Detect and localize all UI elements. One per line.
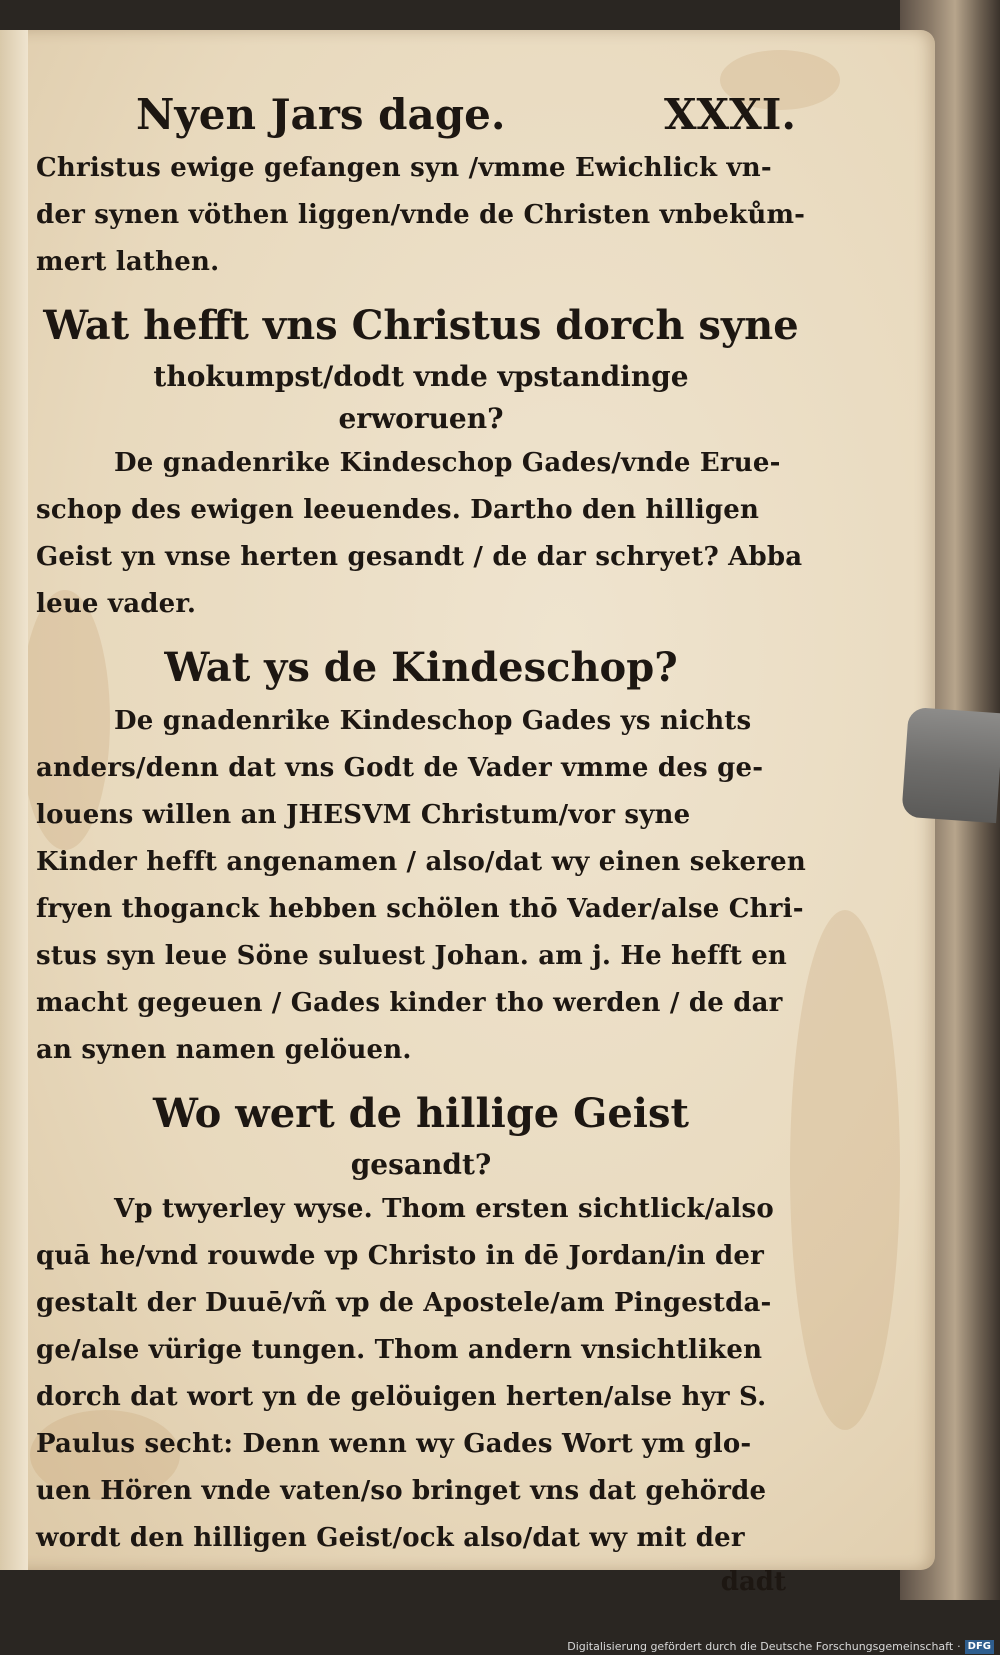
question-heading	[36, 638, 806, 698]
text-line: macht gegeuen / Gades kinder tho werden / de dar	[36, 988, 783, 1018]
text-line: Christus ewige gefangen syn /vmme Ewichlick vn-	[36, 153, 772, 183]
text-line: Geist yn vnse herten gesandt / de dar schryet? Abba	[36, 542, 803, 572]
text-line: Kinder hefft angenamen / also/dat wy einen sekeren	[36, 847, 807, 877]
text-line: De gnadenrike Kindeschop Gades/vnde Erue-	[114, 448, 781, 478]
text-line: uen Hören vnde vaten/so bringet vns dat gehörde	[36, 1476, 767, 1506]
text-blocks	[36, 145, 806, 1562]
text-line: Paulus secht: Denn wenn wy Gades Wort ym glo-	[36, 1429, 752, 1459]
text-line: quā he/vnd rouwde vp Christo in dē Jordan/in der	[36, 1241, 765, 1271]
running-title: Nyen Jars dage.	[136, 90, 506, 139]
text-line: Vp twyerley wyse. Thom ersten sichtlick/also	[114, 1194, 774, 1224]
heading-subline: erworuen?	[338, 402, 504, 435]
question-heading	[36, 296, 806, 440]
digitization-footer: Digitalisierung gefördert durch die Deutsche Forschungsgemeinschaft · DFG	[560, 1638, 1000, 1655]
text-line: stus syn leue Söne suluest Johan. am j. He hefft en	[36, 941, 788, 971]
text-line: an synen namen gelöuen.	[36, 1035, 412, 1065]
text-line: De gnadenrike Kindeschop Gades ys nichts	[114, 706, 752, 736]
heading-subline: gesandt?	[350, 1148, 492, 1181]
heading-subline: thokumpst/dodt vnde vpstandinge	[153, 360, 689, 393]
text-line: dorch dat wort yn de gelöuigen herten/alse hyr S.	[36, 1382, 767, 1412]
paragraph	[36, 698, 806, 1074]
paper-stain	[790, 910, 900, 1430]
paragraph	[36, 145, 806, 286]
heading-line: Wat ys de Kindeschop?	[164, 644, 678, 691]
bookmark-clip	[901, 707, 1000, 823]
text-line: ge/alse vürige tungen. Thom andern vnsichtliken	[36, 1335, 763, 1365]
catchword: dadt	[720, 1567, 786, 1597]
folio-number: XXXI.	[663, 90, 796, 139]
text-line: leue vader.	[36, 589, 197, 619]
page-text	[36, 85, 806, 1602]
text-line: der synen vöthen liggen/vnde de Christen vnbekům-	[36, 200, 806, 230]
funding-credit: Digitalisierung gefördert durch die Deutsche Forschungsgemeinschaft	[567, 1640, 954, 1653]
page-gutter	[0, 30, 28, 1570]
running-header	[36, 85, 806, 145]
heading-line: Wat hefft vns Christus dorch syne	[43, 302, 799, 349]
dfg-logo: DFG	[965, 1640, 994, 1654]
text-line: anders/denn dat vns Godt de Vader vmme des ge-	[36, 753, 764, 783]
text-line: mert lathen.	[36, 247, 220, 277]
paragraph	[36, 440, 806, 628]
paragraph	[36, 1186, 806, 1562]
text-line: fryen thoganck hebben schölen thō Vader/alse Chri-	[36, 894, 804, 924]
text-line: louens willen an JHESVM Christum/vor syne	[36, 800, 691, 830]
heading-line: Wo wert de hillige Geist	[153, 1090, 689, 1137]
text-line: schop des ewigen leeuendes. Dartho den hilligen	[36, 495, 760, 525]
text-line: wordt den hilligen Geist/ock also/dat wy mit der	[36, 1523, 745, 1553]
question-heading	[36, 1084, 806, 1186]
text-line: gestalt der Duuē/vñ vp de Apostele/am Pingestda-	[36, 1288, 772, 1318]
